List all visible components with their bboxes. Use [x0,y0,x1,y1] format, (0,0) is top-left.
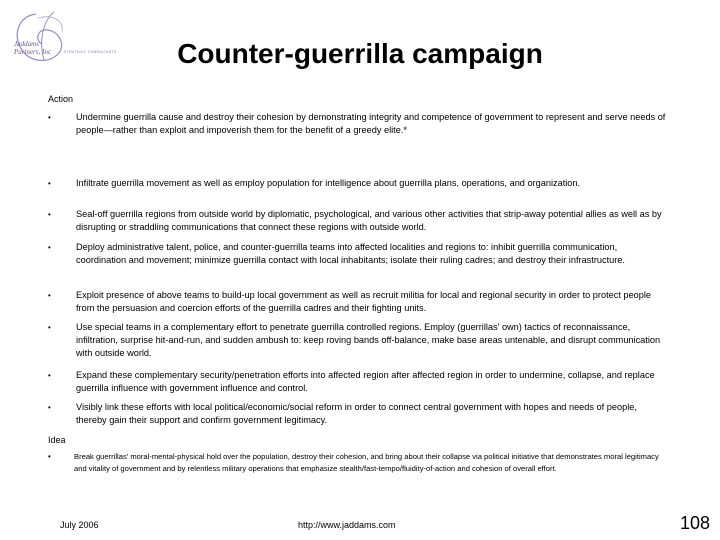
action-item: • Deploy administrative talent, police, and counter-guerrilla teams into affected localities and regions to: inhibit guerrilla communication, coordination and movement; minimize guerrilla contact with local inhabitants; isolate their ruling cadres; and destroy their infrastructure. [48,242,625,265]
action-item: • Exploit presence of above teams to build-up local government as well as recruit militia for local and regional security in order to protect people from the persuasion and coercion efforts of the guerrilla cadres and their fighting units. [48,290,652,313]
action-item: • Visibly link these efforts with local political/economic/social reform in order to connect central government with hopes and needs of people, thereby gain their support and confirm government legitimacy. [48,402,637,425]
logo-tagline: STRATEGIC CONSULTANTS [64,50,117,54]
action-item: • Undermine guerrilla cause and destroy their cohesion by demonstrating integrity and competence of government to represent and serve needs of people—rather than exploit and impoverish them for the benefit of a greedy elite.* [48,112,666,135]
idea-label: Idea [48,435,66,445]
action-item: • Seal-off guerrilla regions from outside world by diplomatic, psychological, and various other activities that strip-away potential allies as well as by disrupting or straddling communications that connect these regions with outside world. [48,209,662,232]
logo-wordmark: Jaddams Partners, Inc [14,40,51,56]
action-item: • Infiltrate guerrilla movement as well as employ population for intelligence about guerrilla plans, operations, and organization. [48,178,581,188]
action-label: Action [48,94,74,104]
action-item: • Use special teams in a complementary effort to penetrate guerrilla controlled regions. Employ (guerrillas' own) tactics of reconnaissance, infiltration, surprise hit-and-run, and sudden ambush to: keep roving bands off-balance, make base areas untenable, and disrupt communication with outside world. [48,322,661,358]
idea-item: • Break guerrillas' moral-mental-physical hold over the population, destroy their cohesion, and bring about their collapse via political initiative that demonstrates moral legitimacy and vitality of government and by relentless military operations that emphasize stealth/fast-tempo/fluidity-of-action and cohesion of overall effort. [48,452,659,473]
footer-url: http://www.jaddams.com [298,520,396,530]
action-item: • Expand these complementary security/penetration efforts into affected region after affected region in order to undermine, collapse, and replace guerrilla influence with government influence and control. [48,370,655,393]
footer-date: July 2006 [60,520,99,530]
slide-title: Counter-guerrilla campaign [177,38,543,69]
page-number: 108 [679,513,710,533]
